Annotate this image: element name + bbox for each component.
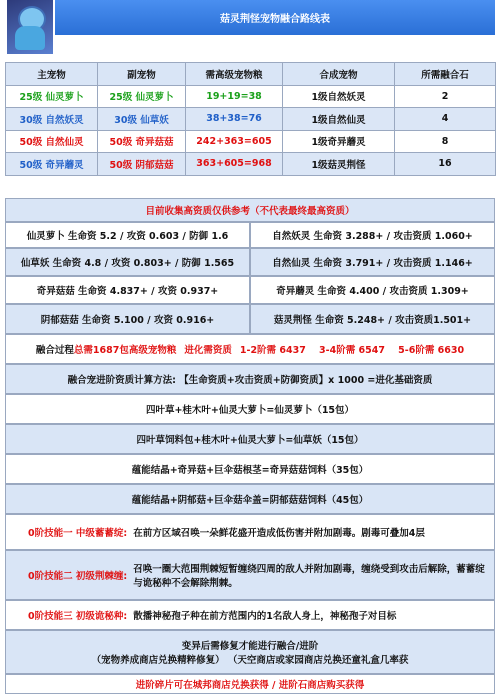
footer-note — [5, 630, 495, 674]
skill-text: 在前方区域召唤一朵鲜花盛开造成低伤害并附加剧毒。剧毒可叠加4层 — [133, 528, 425, 539]
process-row — [5, 334, 495, 364]
table-row — [6, 108, 496, 131]
stat-cell: 自然妖灵 生命资 3.288+ / 攻击资质 1.060+ — [250, 222, 495, 248]
stat-cell: 奇异蘑灵 生命资 4.400 / 攻击资质 1.309+ — [250, 276, 495, 304]
stat-cell: 奇异菇菇 生命资 4.837+ / 攻资 0.937+ — [5, 276, 250, 304]
pet-avatar — [7, 0, 53, 54]
fusion-table — [5, 62, 496, 176]
food-cell: 242+363=605 — [186, 130, 283, 153]
footer-red-note: 进阶碎片可在城邦商店兑换获得 / 进阶石商店购买获得 — [5, 674, 495, 694]
stat-cell: 自然仙灵 生命资 3.791+ / 攻击资质 1.146+ — [250, 248, 495, 276]
food-cell: 363+605=968 — [186, 153, 283, 176]
process-advance-label: 进化需资质 — [184, 345, 232, 356]
food-cell: 38+38=76 — [186, 108, 283, 131]
sub-pet-cell: 50级 奇异菇菇 — [98, 130, 186, 153]
process-prefix: 融合过程 — [35, 345, 74, 356]
footer-line: （宠物养成商店兑换精粹修复） （天空商店或家园商店兑换还童礼盒几率获 — [91, 655, 409, 666]
result-pet-cell: 1级奇异蘑灵 — [283, 130, 395, 153]
pet-avatar-body — [15, 26, 45, 50]
stat-cell: 仙草妖 生命资 4.8 / 攻资 0.803+ / 防御 1.565 — [5, 248, 250, 276]
stat-cell: 仙灵萝卜 生命资 5.2 / 攻资 0.603 / 防御 1.6 — [5, 222, 250, 248]
recipe-row: 蕴能结晶+阴郁菇+巨伞菇伞盖=阴郁菇菇饲料（45包） — [5, 484, 495, 514]
process-steps: 1-2阶需 6437 3-4阶需 6547 5-6阶需 6630 — [239, 345, 465, 356]
header-main-pet: 主宠物 — [6, 63, 98, 86]
stat-cell: 阴郁菇菇 生命资 5.100 / 攻资 0.916+ — [5, 304, 250, 334]
table-header-row — [6, 63, 496, 86]
page-title: 菇灵荆怪宠物融合路线表 — [55, 0, 495, 35]
skill-row — [5, 550, 495, 600]
header-stones: 所需融合石 — [395, 63, 496, 86]
skill-label: 0阶技能二 初级荆棘缠: — [28, 571, 128, 582]
stones-cell: 4 — [395, 108, 496, 131]
stat-cell: 菇灵荆怪 生命资 5.248+ / 攻击资质1.501+ — [250, 304, 495, 334]
sub-pet-cell: 50级 阴郁菇菇 — [98, 153, 186, 176]
result-pet-cell: 1级自然仙灵 — [283, 108, 395, 131]
stones-cell: 8 — [395, 130, 496, 153]
sub-pet-cell: 25级 仙灵萝卜 — [98, 85, 186, 108]
recipe-row: 蕴能结晶+奇异菇+巨伞菇根茎=奇异菇菇饲料（35包） — [5, 454, 495, 484]
header-food: 需高级宠物粮 — [186, 63, 283, 86]
recipe-row: 四叶草饲料包+桂木叶+仙灵大萝卜=仙草妖（15包） — [5, 424, 495, 454]
footer-line: 变异后需修复才能进行融合/进阶 — [181, 641, 319, 652]
table-row — [6, 85, 496, 108]
main-pet-cell: 30级 自然妖灵 — [6, 108, 98, 131]
skill-label: 0阶技能三 初级诡秘种: — [28, 611, 128, 622]
stones-cell: 16 — [395, 153, 496, 176]
result-pet-cell: 1级菇灵荆怪 — [283, 153, 395, 176]
header-sub-pet: 副宠物 — [98, 63, 186, 86]
table-row — [6, 130, 496, 153]
header-result-pet: 合成宠物 — [283, 63, 395, 86]
notice-banner: 目前收集高资质仅供参考（不代表最终最高资质） — [5, 198, 495, 222]
main-pet-cell: 50级 自然仙灵 — [6, 130, 98, 153]
food-cell: 19+19=38 — [186, 85, 283, 108]
skill-label: 0阶技能一 中级蓄蓄绽: — [28, 528, 128, 539]
skill-row — [5, 514, 495, 550]
skill-text: 散播神秘孢子种在前方范围内的1名敌人身上，神秘孢子对目标 — [133, 611, 397, 622]
table-row — [6, 153, 496, 176]
skill-text: 召唤一圈大范围荆棘短暂缠绕四周的敌人并附加剧毒，缠绕受到攻击后解除，蓄蓄绽与诡秘种不会解除荆棘。 — [133, 564, 485, 589]
main-pet-cell: 50级 奇异蘑灵 — [6, 153, 98, 176]
skill-row — [5, 600, 495, 630]
recipe-row: 四叶草+桂木叶+仙灵大萝卜=仙灵萝卜（15包） — [5, 394, 495, 424]
process-total: 总需1687包高级宠物粮 — [73, 345, 177, 356]
result-pet-cell: 1级自然妖灵 — [283, 85, 395, 108]
formula-row: 融合宠进阶资质计算方法: 【生命资质+攻击资质+防御资质】x 1000 =进化基础资质 — [5, 364, 495, 394]
main-pet-cell: 25级 仙灵萝卜 — [6, 85, 98, 108]
stones-cell: 2 — [395, 85, 496, 108]
sub-pet-cell: 30级 仙草妖 — [98, 108, 186, 131]
